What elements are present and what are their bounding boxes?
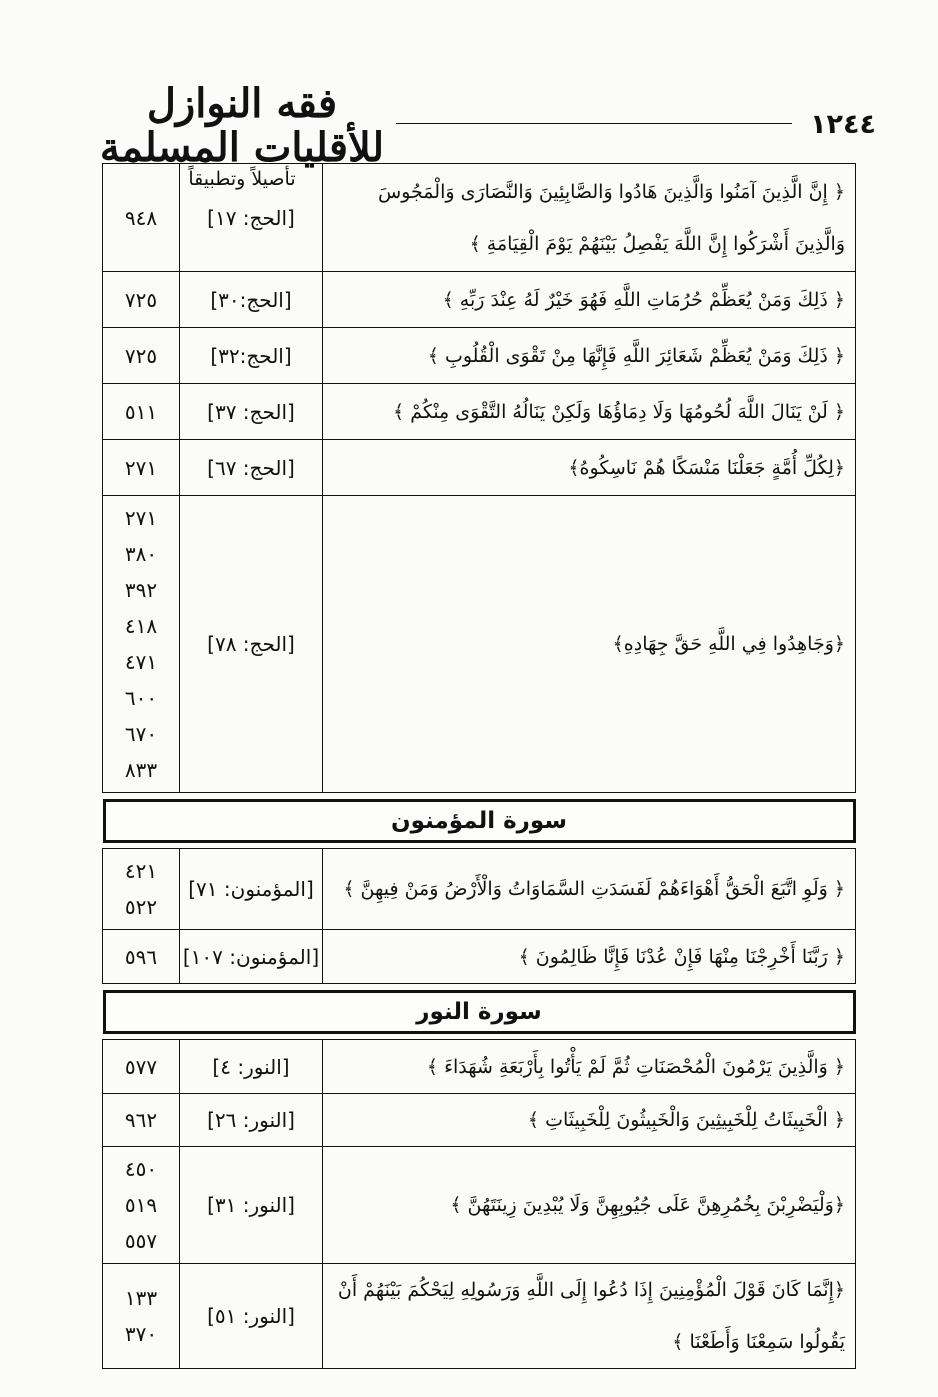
surah-header-row	[103, 793, 856, 849]
verse-text: ﴿ رَبَّنَا أَخْرِجْنَا مِنْهَا فَإِنْ عُدْنَا فَإِنَّا ظَالِمُونَ ﴾	[323, 930, 856, 984]
page-references	[103, 1264, 180, 1369]
page-number-ref: ٥٢٢	[124, 895, 158, 919]
table-row	[103, 328, 856, 384]
page-references	[103, 930, 180, 984]
verse-reference: [النور: ٣١]	[180, 1147, 323, 1264]
page-number-ref: ٣٨٠	[124, 542, 158, 566]
page-number-ref: ٥٩٦	[124, 944, 158, 969]
page-number-ref: ٩٦٢	[124, 1108, 158, 1132]
verse-text: ﴿ ذَلِكَ وَمَنْ يُعَظِّمْ حُرُمَاتِ اللَّهِ فَهُوَ خَيْرٌ لَهُ عِنْدَ رَبِّهِ ﴾	[323, 272, 856, 328]
page-references	[103, 272, 180, 328]
page-number-ref: ٤١٨	[124, 614, 158, 638]
page-number-ref: ٨٣٣	[124, 758, 158, 782]
verse-text: ﴿ وَالَّذِينَ يَرْمُونَ الْمُحْصَنَاتِ ثُمَّ لَمْ يَأْتُوا بِأَرْبَعَةِ شُهَدَاءَ ﴾	[323, 1040, 856, 1094]
page-references	[103, 384, 180, 440]
verse-index-table	[102, 163, 856, 1369]
verse-text: ﴿لِكُلِّ أُمَّةٍ جَعَلْنَا مَنْسَكًا هُمْ نَاسِكُوهُ﴾	[323, 440, 856, 496]
page-references	[103, 1147, 180, 1264]
page-number-ref: ٩٤٨	[124, 205, 158, 230]
table-row	[103, 164, 856, 272]
verse-reference: [الحج:٣٢]	[180, 328, 323, 384]
verse-reference: [المؤمنون: ٧١]	[180, 849, 323, 930]
page-number-ref: ٦٠٠	[124, 686, 158, 710]
page-number-ref: ٣٩٢	[124, 578, 158, 602]
verse-reference: [النور: ٤]	[180, 1040, 323, 1094]
header-rule	[396, 123, 792, 124]
surah-header-cell	[103, 984, 856, 1040]
verse-text: ﴿ إِنَّ الَّذِينَ آمَنُوا وَالَّذِينَ هَادُوا وَالصَّابِئِينَ وَالنَّصَارَى وَالْمَجُوسَ وَالَّذِينَ أَشْرَكُوا إِنَّ اللَّهَ يَفْصِلُ بَيْنَهُمْ يَوْمَ الْقِيَامَةِ ﴾	[323, 164, 856, 272]
page-references	[103, 1040, 180, 1094]
verse-reference: [النور: ٥١]	[180, 1264, 323, 1369]
page-number-ref: ٥١٩	[124, 1193, 158, 1217]
verse-text: ﴿ لَنْ يَنَالَ اللَّهَ لُحُومُهَا وَلَا دِمَاؤُهَا وَلَكِنْ يَنَالُهُ التَّقْوَى مِنْكُمْ ﴾	[323, 384, 856, 440]
surah-title: سورة النور	[103, 990, 856, 1034]
verse-text: ﴿وَجَاهِدُوا فِي اللَّهِ حَقَّ جِهَادِهِ﴾	[323, 496, 856, 793]
page-number-ref: ٦٧٠	[124, 722, 158, 746]
page-references	[103, 1094, 180, 1147]
page-number-ref: ٧٢٥	[124, 343, 158, 368]
table-row	[103, 384, 856, 440]
verse-reference: [الحج: ٧٨]	[180, 496, 323, 793]
page-number-ref: ٢٧١	[124, 455, 158, 480]
page-header	[0, 0, 938, 190]
page-number-ref: ٢٧١	[124, 506, 158, 530]
page-number-ref: ٤٥٠	[124, 1157, 158, 1181]
verse-text: ﴿إِنَّمَا كَانَ قَوْلَ الْمُؤْمِنِينَ إِذَا دُعُوا إِلَى اللَّهِ وَرَسُولِهِ لِيَحْكُمَ بَيْنَهُمْ أَنْ يَقُولُوا سَمِعْنَا وَأَطَعْنَا ﴾	[323, 1264, 856, 1369]
table-row	[103, 1264, 856, 1369]
page-references	[103, 328, 180, 384]
table-row	[103, 272, 856, 328]
verse-reference: [الحج: ٦٧]	[180, 440, 323, 496]
verse-text: ﴿ وَلَوِ اتَّبَعَ الْحَقُّ أَهْوَاءَهُمْ لَفَسَدَتِ السَّمَاوَاتُ وَالْأَرْضُ وَمَنْ فِيهِنَّ ﴾	[323, 849, 856, 930]
surah-title: سورة المؤمنون	[103, 799, 856, 843]
verse-text: ﴿ ذَلِكَ وَمَنْ يُعَظِّمْ شَعَائِرَ اللَّهِ فَإِنَّهَا مِنْ تَقْوَى الْقُلُوبِ ﴾	[323, 328, 856, 384]
verse-index-body	[103, 164, 856, 1369]
verse-reference: [الحج: ١٧]	[180, 164, 323, 272]
page-number-ref: ٥٥٧	[124, 1229, 158, 1253]
page-references	[103, 440, 180, 496]
page-number: ١٢٤٤	[810, 109, 876, 140]
table-row	[103, 1040, 856, 1094]
verse-text: ﴿ الْخَبِيثَاتُ لِلْخَبِيثِينَ وَالْخَبِيثُونَ لِلْخَبِيثَاتِ ﴾	[323, 1094, 856, 1147]
page-references	[103, 496, 180, 793]
page-number-ref: ٥١١	[124, 399, 158, 424]
verse-reference: [الحج:٣٠]	[180, 272, 323, 328]
book-title: فقه النوازل للأقليات المسلمة	[99, 80, 385, 171]
page-references	[103, 164, 180, 272]
page-number-ref: ٥٧٧	[124, 1054, 158, 1079]
book-subtitle: تأصيلاً وتطبيقاً	[188, 168, 296, 190]
table-row	[103, 849, 856, 930]
page-references	[103, 849, 180, 930]
surah-header-row	[103, 984, 856, 1040]
table-row	[103, 1147, 856, 1264]
table-row	[103, 1094, 856, 1147]
verse-reference: [النور: ٢٦]	[180, 1094, 323, 1147]
page-number-ref: ٤٢١	[124, 859, 158, 883]
page-number-ref: ٤٧١	[124, 650, 158, 674]
table-row	[103, 496, 856, 793]
page-number-ref: ٧٢٥	[124, 287, 158, 312]
verse-text: ﴿وَلْيَضْرِبْنَ بِخُمُرِهِنَّ عَلَى جُيُوبِهِنَّ وَلَا يُبْدِينَ زِينَتَهُنَّ ﴾	[323, 1147, 856, 1264]
page-number-ref: ٣٧٠	[124, 1322, 158, 1346]
verse-reference: [المؤمنون: ١٠٧]	[180, 930, 323, 984]
table-row	[103, 440, 856, 496]
verse-reference: [الحج: ٣٧]	[180, 384, 323, 440]
surah-header-cell	[103, 793, 856, 849]
table-row	[103, 930, 856, 984]
page-number-ref: ١٣٣	[124, 1286, 158, 1310]
